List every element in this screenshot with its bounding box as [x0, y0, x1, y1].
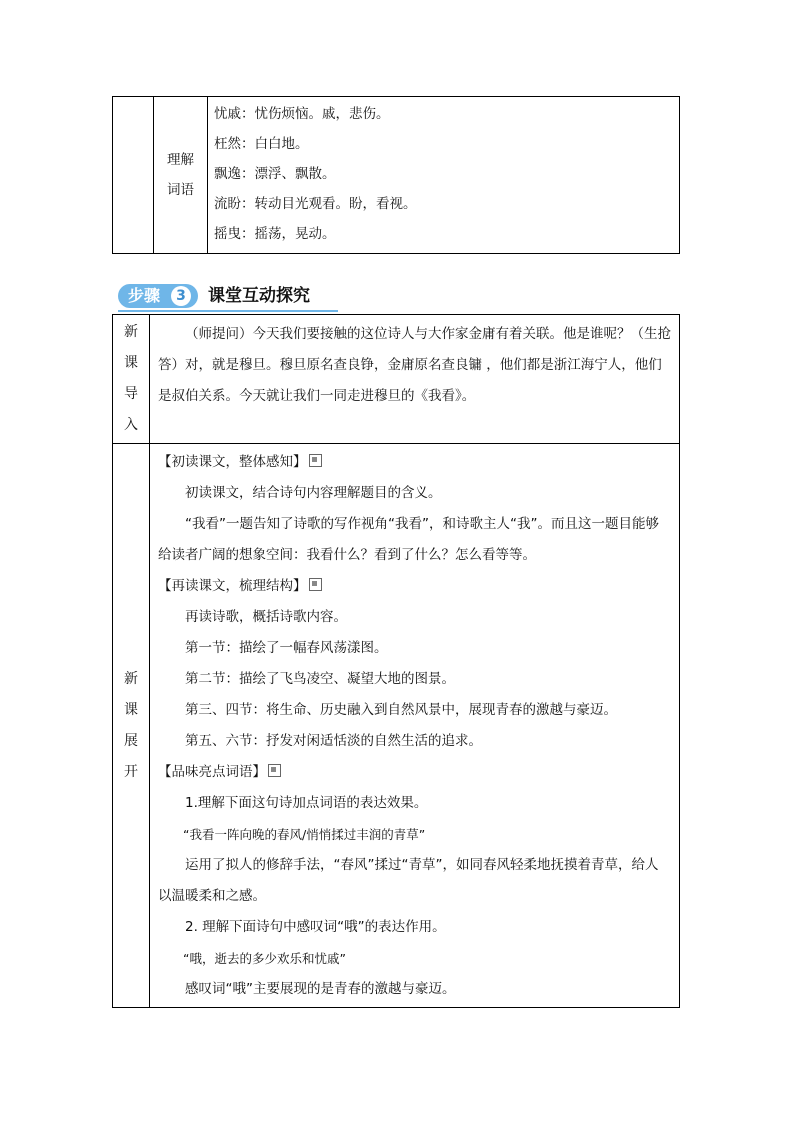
vocab-label-line2: 词语 — [167, 182, 194, 198]
vocab-table — [112, 96, 680, 254]
step-title: 课堂互动探究 — [208, 286, 310, 306]
develop-label-cell — [113, 444, 150, 1008]
step-prefix: 步骤 — [128, 286, 161, 305]
section-para: 第二节：描绘了飞鸟凌空、凝望大地的图景。 — [185, 671, 455, 687]
vocab-item: 摇曳：摇荡，晃动。 — [214, 226, 336, 242]
intro-label-cell — [113, 315, 150, 444]
edit-marker-icon — [309, 454, 322, 467]
vocab-blank-cell — [113, 97, 154, 254]
vocab-item: 流盼：转动目光观看。盼，看视。 — [214, 196, 417, 212]
develop-label-char: 课 — [124, 701, 138, 718]
poem-quote: “我看一阵向晚的春风/悄悄揉过丰润的青草” — [183, 827, 426, 842]
develop-label-char: 新 — [124, 670, 138, 687]
intro-label-char: 导 — [124, 386, 138, 402]
section-para: 感叹词“哦”主要展现的是青春的激越与豪迈。 — [185, 981, 456, 997]
develop-label-char: 开 — [124, 763, 138, 780]
vocab-item: 飘逸：漂浮、飘散。 — [214, 166, 336, 182]
section-para: 1.理解下面这句诗加点词语的表达效果。 — [185, 795, 428, 811]
edit-marker-icon — [309, 578, 322, 591]
section-para: “我看”一题告知了诗歌的写作视角“我看”，和诗歌主人“我”。而且这一题目能够给读者广阔的想象空间：我看什么？看到了什么？怎么看等等。 — [158, 516, 659, 563]
vocab-label-cell — [154, 97, 208, 254]
section-heading: 【品味亮点词语】 — [158, 757, 671, 788]
section-para: 运用了拟人的修辞手法，“春风”揉过“青草”，如同春风轻柔地抚摸着青草，给人以温暖柔和之感。 — [158, 857, 659, 904]
step-badge — [118, 284, 198, 308]
section-para: 第五、六节：抒发对闲适恬淡的自然生活的追求。 — [185, 733, 482, 749]
step-underline — [118, 310, 338, 312]
section-para: 初读课文，结合诗句内容理解题目的含义。 — [185, 485, 442, 501]
section-para: 第三、四节：将生命、历史融入到自然风景中，展现青春的激越与豪迈。 — [185, 702, 617, 718]
develop-row — [113, 444, 680, 1008]
intro-label-char: 课 — [124, 355, 138, 371]
section-heading: 【再读课文，梳理结构】 — [158, 571, 671, 602]
poem-quote: “哦，逝去的多少欢乐和忧戚” — [183, 951, 346, 966]
section-para: 再读诗歌，概括诗歌内容。 — [185, 609, 347, 625]
intro-text: （师提问）今天我们要接触的这位诗人与大作家金庸有着关联。他是谁呢？（生抢答）对，就是穆旦。穆旦原名查良铮，金庸原名查良镛 ，他们都是浙江海宁人，他们是叔伯关系。今天就让我们一同走进穆旦的《我看》。 — [158, 326, 671, 404]
vocab-list — [208, 97, 680, 254]
edit-marker-icon — [268, 764, 281, 777]
section-para: 第一节：描绘了一幅春风荡漾图。 — [185, 640, 388, 656]
section-heading: 【初读课文，整体感知】 — [158, 447, 671, 478]
intro-label-char: 入 — [124, 417, 138, 433]
intro-row — [113, 315, 680, 444]
step-number: 3 — [171, 286, 191, 306]
intro-body-cell — [150, 315, 680, 444]
section-para: 2. 理解下面诗句中感叹词“哦”的表达作用。 — [185, 919, 446, 935]
develop-label-char: 展 — [124, 732, 138, 749]
vocab-label-line1: 理解 — [167, 152, 194, 168]
develop-body-cell — [150, 444, 680, 1008]
lesson-table — [112, 314, 680, 1008]
vocab-item: 枉然：白白地。 — [214, 136, 309, 152]
intro-label-char: 新 — [124, 324, 138, 340]
vocab-item: 忧戚：忧伤烦恼。戚，悲伤。 — [214, 106, 390, 122]
